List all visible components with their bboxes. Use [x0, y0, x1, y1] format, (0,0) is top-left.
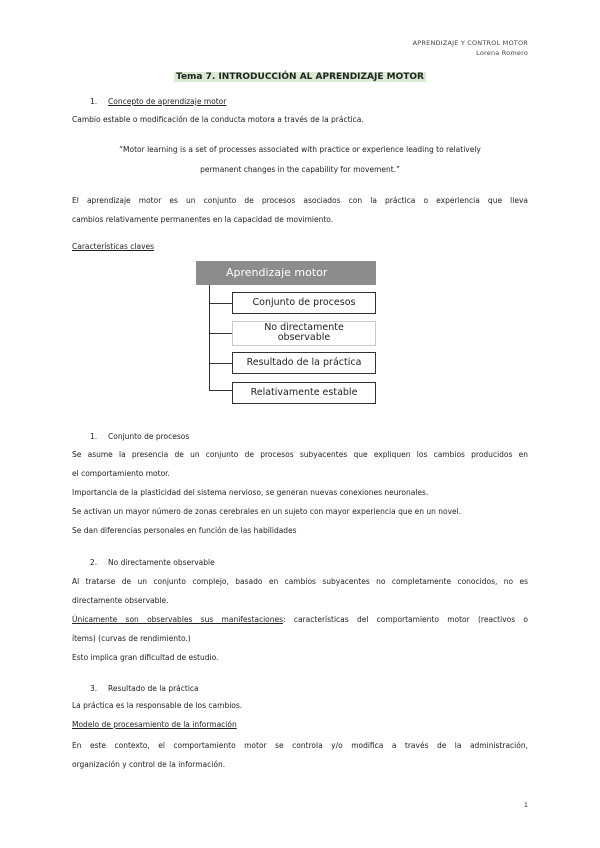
- subsection-1-paragraph: [72, 445, 528, 540]
- definition-text: Cambio estable o modificación de la conducta motora a través de la práctica.: [72, 115, 364, 124]
- subsection-2-line: Esto implica gran dificultad de estudio.: [72, 653, 219, 662]
- subsection-2-line: Al tratarse de un conjunto complejo, basado en cambios subyacentes no completamente conocidos, no es: [72, 577, 528, 586]
- observable-manifestations: Únicamente son observables sus manifestaciones: [72, 615, 284, 624]
- subsection-2-line: directamente observable.: [72, 596, 169, 605]
- subsection-1-heading: Conjunto de procesos: [108, 432, 190, 441]
- subsection-2-line-3: [72, 610, 528, 629]
- intro-paragraph: [72, 191, 528, 229]
- subsection-2-line: ítems) (curvas de rendimiento.): [72, 634, 191, 643]
- subsection-1-line: Se activan un mayor número de zonas cerebrales en un sujeto con mayor experiencia que en un novel.: [72, 507, 462, 516]
- subsection-3-heading: Resultado de la práctica: [108, 684, 199, 693]
- quote-line-2: permanent changes in the capability for movement.”: [200, 165, 400, 174]
- subsection-1-line: Se asume la presencia de un conjunto de procesos subyacentes que expliquen los cambios producidos en: [72, 450, 528, 459]
- header-course: APRENDIZAJE Y CONTROL MOTOR: [412, 39, 528, 47]
- diagram-connector-vertical: [209, 285, 210, 390]
- diagram-item-not-observable: [232, 321, 376, 346]
- section-1-number: 1.: [90, 97, 98, 106]
- subsection-2-paragraph: [72, 572, 528, 667]
- intro-line-2: cambios relativamente permanentes en la capacidad de movimiento.: [72, 215, 334, 224]
- diagram-item-not-observable-text: No directamente observable: [264, 322, 344, 343]
- page-number: 1: [523, 801, 528, 809]
- subsection-1-line: Se dan diferencias personales en función de las habilidades: [72, 526, 297, 535]
- subsection-3-paragraph: [72, 736, 528, 774]
- subsection-3-line: En este contexto, el comportamiento motor se controla y/o modifica a través de la administración,: [72, 741, 528, 750]
- key-features-heading: Características claves: [72, 242, 155, 251]
- subsection-3-line: La práctica es la responsable de los cambios.: [72, 701, 243, 710]
- subsection-2-number: 2.: [90, 558, 98, 567]
- diagram-connector: [209, 363, 232, 364]
- diagram-item-relatively-stable: Relativamente estable: [232, 382, 376, 404]
- page-title-text: Tema 7. INTRODUCCIÓN AL APRENDIZAJE MOTOR: [176, 72, 424, 82]
- diagram-connector: [209, 303, 232, 304]
- subsection-3-number: 3.: [90, 684, 98, 693]
- subsection-1-number: 1.: [90, 432, 98, 441]
- subsection-3-line: organización y control de la información.: [72, 760, 226, 769]
- diagram-item-processes: Conjunto de procesos: [232, 292, 376, 314]
- diagram-item-practice-result: Resultado de la práctica: [232, 352, 376, 374]
- diagram-connector: [209, 333, 232, 334]
- info-processing-model-heading: Modelo de procesamiento de la información: [72, 720, 237, 729]
- section-1-heading: Concepto de aprendizaje motor: [108, 97, 227, 106]
- subsection-1-line: Importancia de la plasticidad del sistema nervioso, se generan nuevas conexiones neuronales.: [72, 488, 429, 497]
- subsection-2-line-3-rest: : características del comportamiento motor (reactivos o: [283, 615, 528, 624]
- diagram-main-box: Aprendizaje motor: [196, 261, 376, 285]
- features-diagram: [196, 261, 380, 411]
- diagram-connector: [209, 390, 232, 391]
- quote-line-1: “Motor learning is a set of processes associated with practice or experience leading to relatively: [119, 145, 481, 154]
- subsection-2-heading: No directamente observable: [108, 558, 215, 567]
- header-author: Lorena Romero: [476, 49, 528, 57]
- subsection-1-line: el comportamiento motor.: [72, 469, 170, 478]
- intro-line-1: El aprendizaje motor es un conjunto de procesos asociados con la práctica o experiencia que lleva: [72, 196, 528, 205]
- page-title: [0, 72, 600, 82]
